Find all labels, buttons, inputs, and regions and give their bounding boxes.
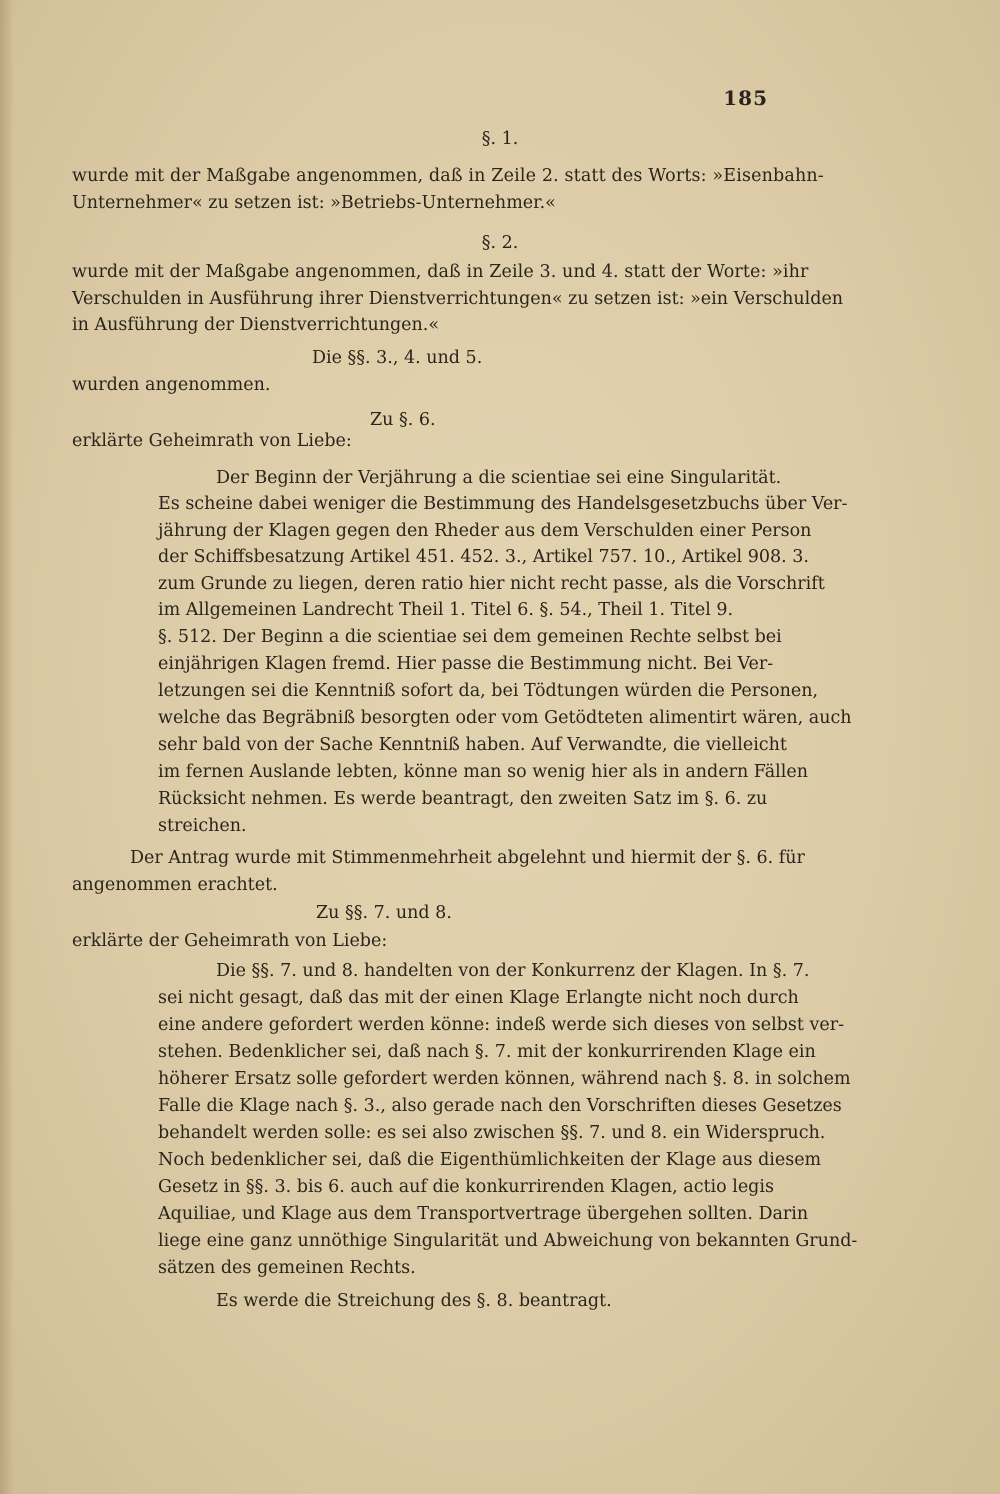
text-line: Unternehmer« zu setzen ist: »Betriebs-Unternehmer.« — [72, 193, 556, 213]
quote-line: streichen. — [158, 816, 247, 836]
section-heading-2: §. 2. — [481, 233, 519, 253]
section-heading-3: Die §§. 3., 4. und 5. — [312, 348, 483, 368]
quote-line: eine andere gefordert werden könne: indeß werde sich dieses von selbst ver- — [158, 1015, 844, 1035]
quote-line: Noch bedenklicher sei, daß die Eigenthümlichkeiten der Klage aus diesem — [158, 1150, 822, 1170]
quote-line: Gesetz in §§. 3. bis 6. auch auf die konkurrirenden Klagen, actio legis — [158, 1177, 774, 1197]
quote-line: im fernen Auslande lebten, könne man so wenig hier als in andern Fällen — [158, 762, 809, 782]
quote-line: sei nicht gesagt, daß das mit der einen Klage Erlangte nicht noch durch — [158, 988, 799, 1008]
quote-line: der Schiffsbesatzung Artikel 451. 452. 3., Artikel 757. 10., Artikel 908. 3. — [158, 547, 809, 567]
quote-line: Falle die Klage nach §. 3., also gerade nach den Vorschriften dieses Gesetzes — [158, 1096, 842, 1116]
speaker-line: erklärte der Geheimrath von Liebe: — [72, 931, 388, 951]
quote-line: Es scheine dabei weniger die Bestimmung des Handelsgesetzbuchs über Ver- — [158, 494, 848, 514]
quote-line: zum Grunde zu liegen, deren ratio hier nicht recht passe, als die Vorschrift — [158, 574, 825, 594]
quote-line: Der Beginn der Verjährung a die scientiae sei eine Singularität. — [216, 468, 782, 488]
text-line: Verschulden in Ausführung ihrer Dienstverrichtungen« zu setzen ist: »ein Verschulden — [72, 289, 844, 309]
quote-line: sehr bald von der Sache Kenntniß haben. Auf Verwandte, die vielleicht — [158, 735, 787, 755]
quote-line: Rücksicht nehmen. Es werde beantragt, den zweiten Satz im §. 6. zu — [158, 789, 768, 809]
quote-line: behandelt werden solle: es sei also zwischen §§. 7. und 8. ein Widerspruch. — [158, 1123, 826, 1143]
text-line: Der Antrag wurde mit Stimmenmehrheit abgelehnt und hiermit der §. 6. für — [130, 848, 805, 868]
quote-line: im Allgemeinen Landrecht Theil 1. Titel 6. §. 54., Theil 1. Titel 9. — [158, 600, 734, 620]
text-line: wurde mit der Maßgabe angenommen, daß in Zeile 2. statt des Worts: »Eisenbahn- — [72, 166, 824, 186]
quote-line: Aquiliae, und Klage aus dem Transportvertrage übergehen sollten. Darin — [158, 1204, 809, 1224]
quote-line: letzungen sei die Kenntniß sofort da, bei Tödtungen würden die Personen, — [158, 681, 819, 701]
speaker-line: erklärte Geheimrath von Liebe: — [72, 431, 352, 451]
quote-line: einjährigen Klagen fremd. Hier passe die Bestimmung nicht. Bei Ver- — [158, 654, 774, 674]
text-line: wurde mit der Maßgabe angenommen, daß in Zeile 3. und 4. statt der Worte: »ihr — [72, 262, 809, 282]
quote-line: sätzen des gemeinen Rechts. — [158, 1258, 416, 1278]
text-line: angenommen erachtet. — [72, 875, 278, 895]
quote-line: liege eine ganz unnöthige Singularität und Abweichung von bekannten Grund- — [158, 1231, 858, 1251]
section-heading-1: §. 1. — [481, 129, 519, 149]
text-line: wurden angenommen. — [72, 375, 271, 395]
quote-line: stehen. Bedenklicher sei, daß nach §. 7. mit der konkurrirenden Klage ein — [158, 1042, 816, 1062]
quote-line: welche das Begräbniß besorgten oder vom Getödteten alimentirt wären, auch — [158, 708, 852, 728]
quote-line: höherer Ersatz solle gefordert werden können, während nach §. 8. in solchem — [158, 1069, 851, 1089]
quote-line: Die §§. 7. und 8. handelten von der Konkurrenz der Klagen. In §. 7. — [216, 961, 810, 981]
quote-line: Es werde die Streichung des §. 8. beantragt. — [216, 1291, 612, 1311]
page-number: 185 — [723, 86, 768, 110]
section-heading-5: Zu §§. 7. und 8. — [316, 903, 452, 923]
quote-line: jährung der Klagen gegen den Rheder aus dem Verschulden einer Person — [158, 521, 812, 541]
section-heading-4: Zu §. 6. — [370, 410, 436, 430]
text-line: in Ausführung der Dienstverrichtungen.« — [72, 315, 440, 335]
quote-line: §. 512. Der Beginn a die scientiae sei dem gemeinen Rechte selbst bei — [158, 627, 782, 647]
